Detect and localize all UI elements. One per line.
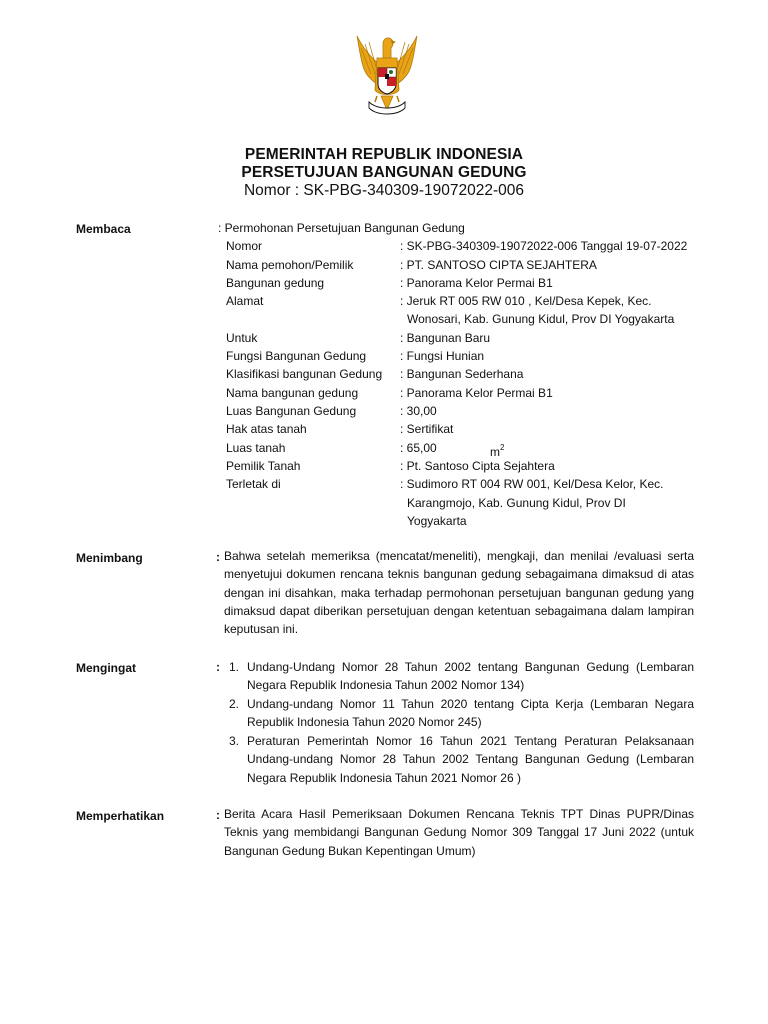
list-item-text: Undang-Undang Nomor 28 Tahun 2002 tentang Bangunan Gedung (Lembaran Negara Republik Indonesia Tahun 2002 Nomor 134) [247,660,694,693]
government-title: PEMERINTAH REPUBLIK INDONESIA [244,146,524,163]
field-value: : Bangunan Sederhana [400,367,524,381]
field-key: Nama pemohon/Pemilik [226,258,354,272]
list-item-number: 1. [229,660,240,674]
memperhatikan-text: Berita Acara Hasil Pemeriksaan Dokumen Rencana Teknis TPT Dinas PUPR/Dinas Teknis yang membidangi Bangunan Gedung Nomor 309 Tanggal 17 Juni 2022 (untuk Bangunan Gedung Bukan Kepentingan Umum) [224,807,694,858]
field-value: : Sudimoro RT 004 RW 001, Kel/Desa Kelor, Kec. [400,477,664,491]
field-value: : Bangunan Baru [400,331,491,345]
list-item-number: 3. [229,734,240,748]
field-value: : Pt. Santoso Cipta Sejahtera [400,459,555,473]
membaca-intro: : Permohonan Persetujuan Bangunan Gedung [218,221,465,235]
field-value: : Fungsi Hunian [400,349,485,363]
section-label-memperhatikan: Memperhatikan [76,809,165,823]
field-key: Alamat [226,294,264,308]
field-value: : 30,00 [400,404,437,418]
field-value: : PT. SANTOSO CIPTA SEJAHTERA [400,258,597,272]
section-label-mengingat: Mengingat [76,661,136,675]
area-unit: $m^2$ [490,443,505,459]
field-key: Luas tanah [226,441,286,455]
field-key: Hak atas tanah [226,422,307,436]
field-value-continuation: Yogyakarta [407,514,467,528]
field-value: : Panorama Kelor Permai B1 [400,386,553,400]
field-value: : Sertifikat [400,422,454,436]
section-colon: : [216,808,220,822]
document-number: Nomor : SK-PBG-340309-19072022-006 [243,182,525,199]
field-value: : 65,00 [400,441,437,455]
list-item-number: 2. [229,697,240,711]
field-value-continuation: Karangmojo, Kab. Gunung Kidul, Prov DI [407,496,626,510]
document-title: PERSETUJUAN BANGUNAN GEDUNG [241,164,527,181]
field-key: Terletak di [226,477,281,491]
field-key: Bangunan gedung [226,276,325,290]
garuda-emblem-icon [347,30,427,125]
field-key: Nama bangunan gedung [226,386,359,400]
section-label-menimbang: Menimbang [76,551,143,565]
list-item-text: Undang-undang Nomor 11 Tahun 2020 tentang Cipta Kerja (Lembaran Negara Republik Indonesia Tahun 2020 Nomor 245) [247,697,694,730]
section-label-membaca: Membaca [76,222,131,236]
menimbang-text: Bahwa setelah memeriksa (mencatat/meneliti), mengkaji, dan menilai /evaluasi serta menyetujui dokumen rencana teknis bangunan gedung sebagaimana dimaksud di atas dengan ini disahkan, maka terhadap permohonan persetujuan bangunan gedung yang dimaksud dapat diberikan persetujuan dengan ketentuan sebagaimana dalam lampiran keputusan ini. [224,549,694,637]
field-key: Fungsi Bangunan Gedung [226,349,367,363]
field-value: : SK-PBG-340309-19072022-006 Tanggal 19-07-2022 [400,239,688,253]
field-key: Luas Bangunan Gedung [226,404,357,418]
field-value: : Jeruk RT 005 RW 010 , Kel/Desa Kepek, Kec. [400,294,652,308]
field-key: Klasifikasi bangunan Gedung [226,367,383,381]
field-key: Nomor [226,239,263,253]
field-key: Untuk [226,331,258,345]
field-value: : Panorama Kelor Permai B1 [400,276,553,290]
section-colon: : [216,550,220,564]
list-item-text: Peraturan Pemerintah Nomor 16 Tahun 2021 Tentang Peraturan Pelaksanaan Undang-undang Nomor 28 Tahun 2002 Tentang Bangunan Gedung (Lembaran Negara Republik Indonesia Tahun 2021 Nomor 26 ) [247,734,694,785]
field-value-continuation: Wonosari, Kab. Gunung Kidul, Prov DI Yogyakarta [407,312,675,326]
field-key: Pemilik Tanah [226,459,301,473]
section-colon: : [216,660,220,674]
document-header [0,146,768,200]
